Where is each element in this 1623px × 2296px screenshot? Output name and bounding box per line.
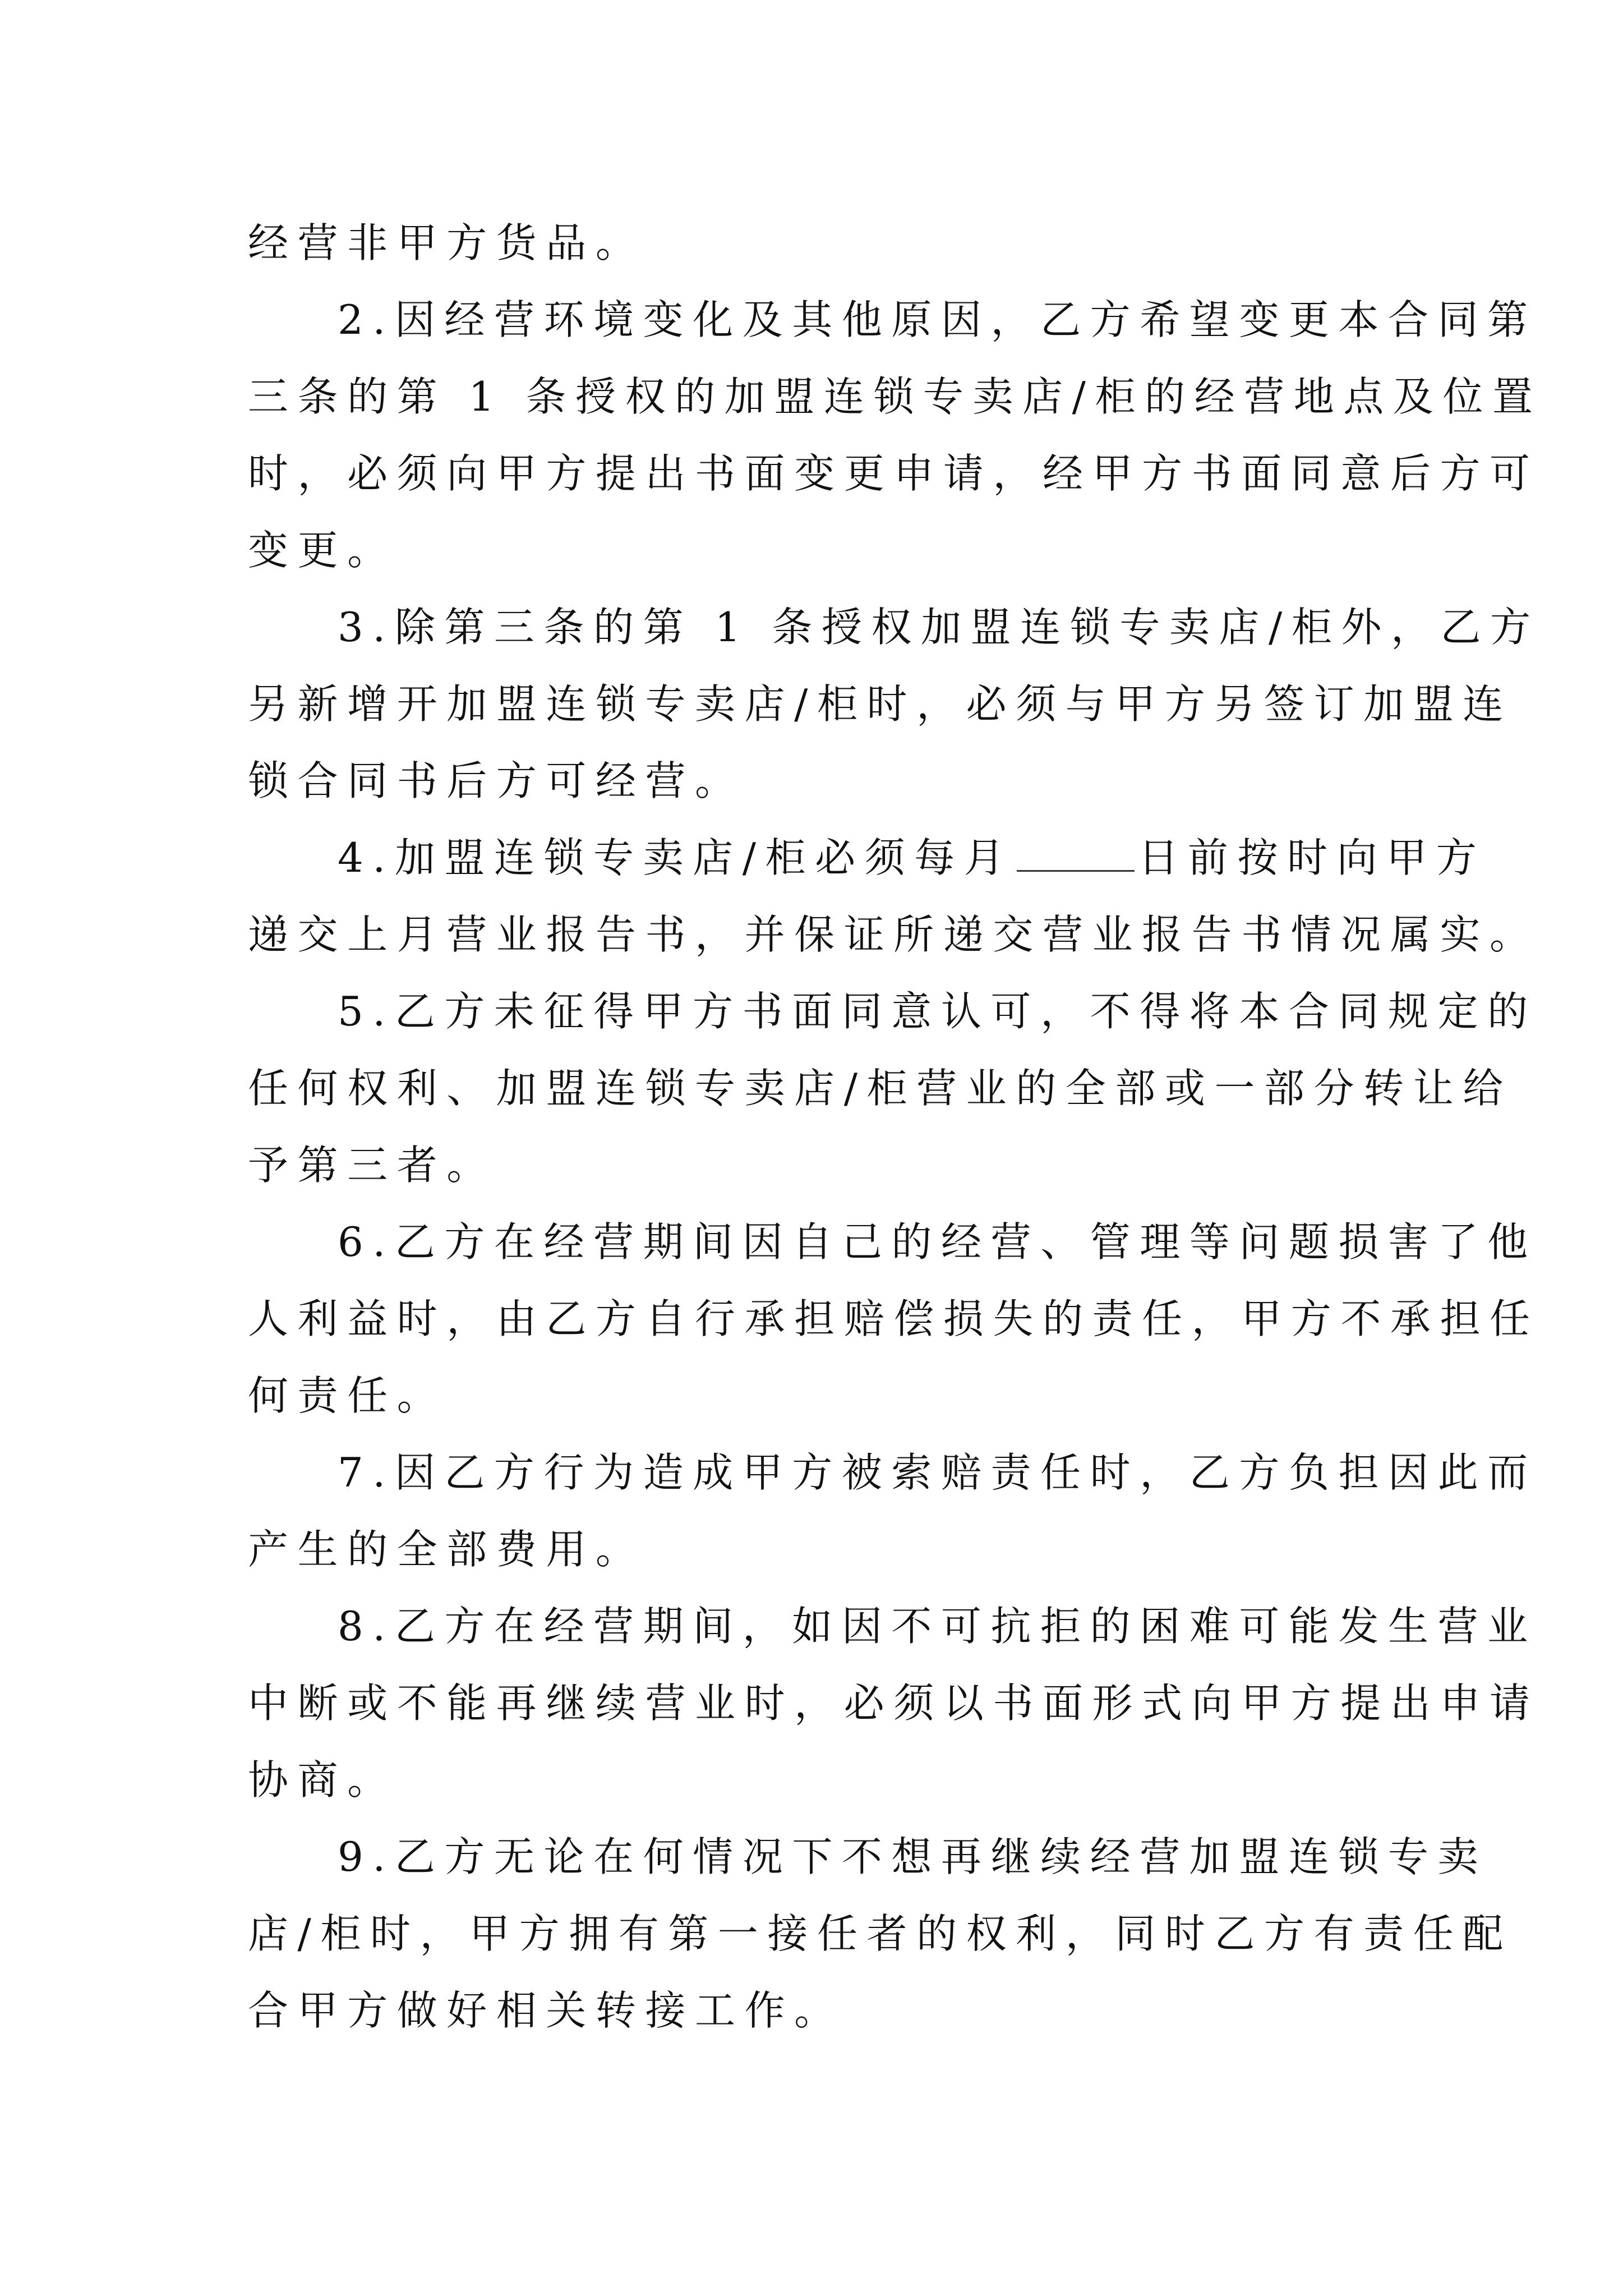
clause-7-line-1: 7.因乙方行为造成甲方被索赔责任时，乙方负担因此而 bbox=[338, 1449, 1537, 1496]
text-line: 时，必须向甲方提出书面变更申请，经甲方书面同意后方可 bbox=[248, 450, 1539, 497]
text-line: 产生的全部费用。 bbox=[248, 1526, 645, 1573]
text-line: 变更。 bbox=[248, 527, 397, 574]
text-line: 合甲方做好相关转接工作。 bbox=[248, 1987, 844, 2034]
clause-5-line-1: 5.乙方未征得甲方书面同意认可，不得将本合同规定的 bbox=[338, 988, 1537, 1035]
clause-3-line-1: 3.除第三条的第 1 条授权加盟连锁专卖店/柜外，乙方 bbox=[338, 604, 1540, 651]
text-line: 店/柜时，甲方拥有第一接任者的权利，同时乙方有责任配 bbox=[248, 1910, 1513, 1957]
text-line: 锁合同书后方可经营。 bbox=[248, 757, 745, 804]
text-line: 另新增开加盟连锁专卖店/柜时，必须与甲方另签订加盟连 bbox=[248, 680, 1513, 728]
clause-4-line-1 bbox=[248, 820, 1486, 896]
text-line: 何责任。 bbox=[248, 1372, 447, 1419]
clause-6-line-1: 6.乙方在经营期间因自己的经营、管理等问题损害了他 bbox=[338, 1218, 1537, 1266]
clause-2-line-1: 2.因经营环境变化及其他原因，乙方希望变更本合同第 bbox=[338, 296, 1537, 343]
text-line: 协商。 bbox=[248, 1756, 397, 1803]
text-line: 递交上月营业报告书，并保证所递交营业报告书情况属实。 bbox=[248, 911, 1539, 958]
clause-4-text-before-blank: 4.加盟连锁专卖店/柜必须每月 bbox=[338, 834, 1014, 881]
fill-in-blank bbox=[1017, 836, 1135, 872]
text-line: 经营非甲方货品。 bbox=[248, 219, 645, 266]
contract-text bbox=[248, 205, 1542, 2049]
text-line: 任何权利、加盟连锁专卖店/柜营业的全部或一部分转让给 bbox=[248, 1065, 1513, 1112]
clause-9-line-1: 9.乙方无论在何情况下不想再继续经营加盟连锁专卖 bbox=[338, 1833, 1488, 1880]
text-line: 三条的第 1 条授权的加盟连锁专卖店/柜的经营地点及位置 bbox=[248, 373, 1542, 420]
text-line: 中断或不能再继续营业时，必须以书面形式向甲方提出申请 bbox=[248, 1680, 1539, 1727]
text-line: 予第三者。 bbox=[248, 1142, 496, 1189]
text-line: 人利益时，由乙方自行承担赔偿损失的责任，甲方不承担任 bbox=[248, 1295, 1539, 1342]
clause-8-line-1: 8.乙方在经营期间，如因不可抗拒的困难可能发生营业 bbox=[338, 1603, 1537, 1650]
clause-4-text-after-blank: 日前按时向甲方 bbox=[1138, 834, 1486, 881]
